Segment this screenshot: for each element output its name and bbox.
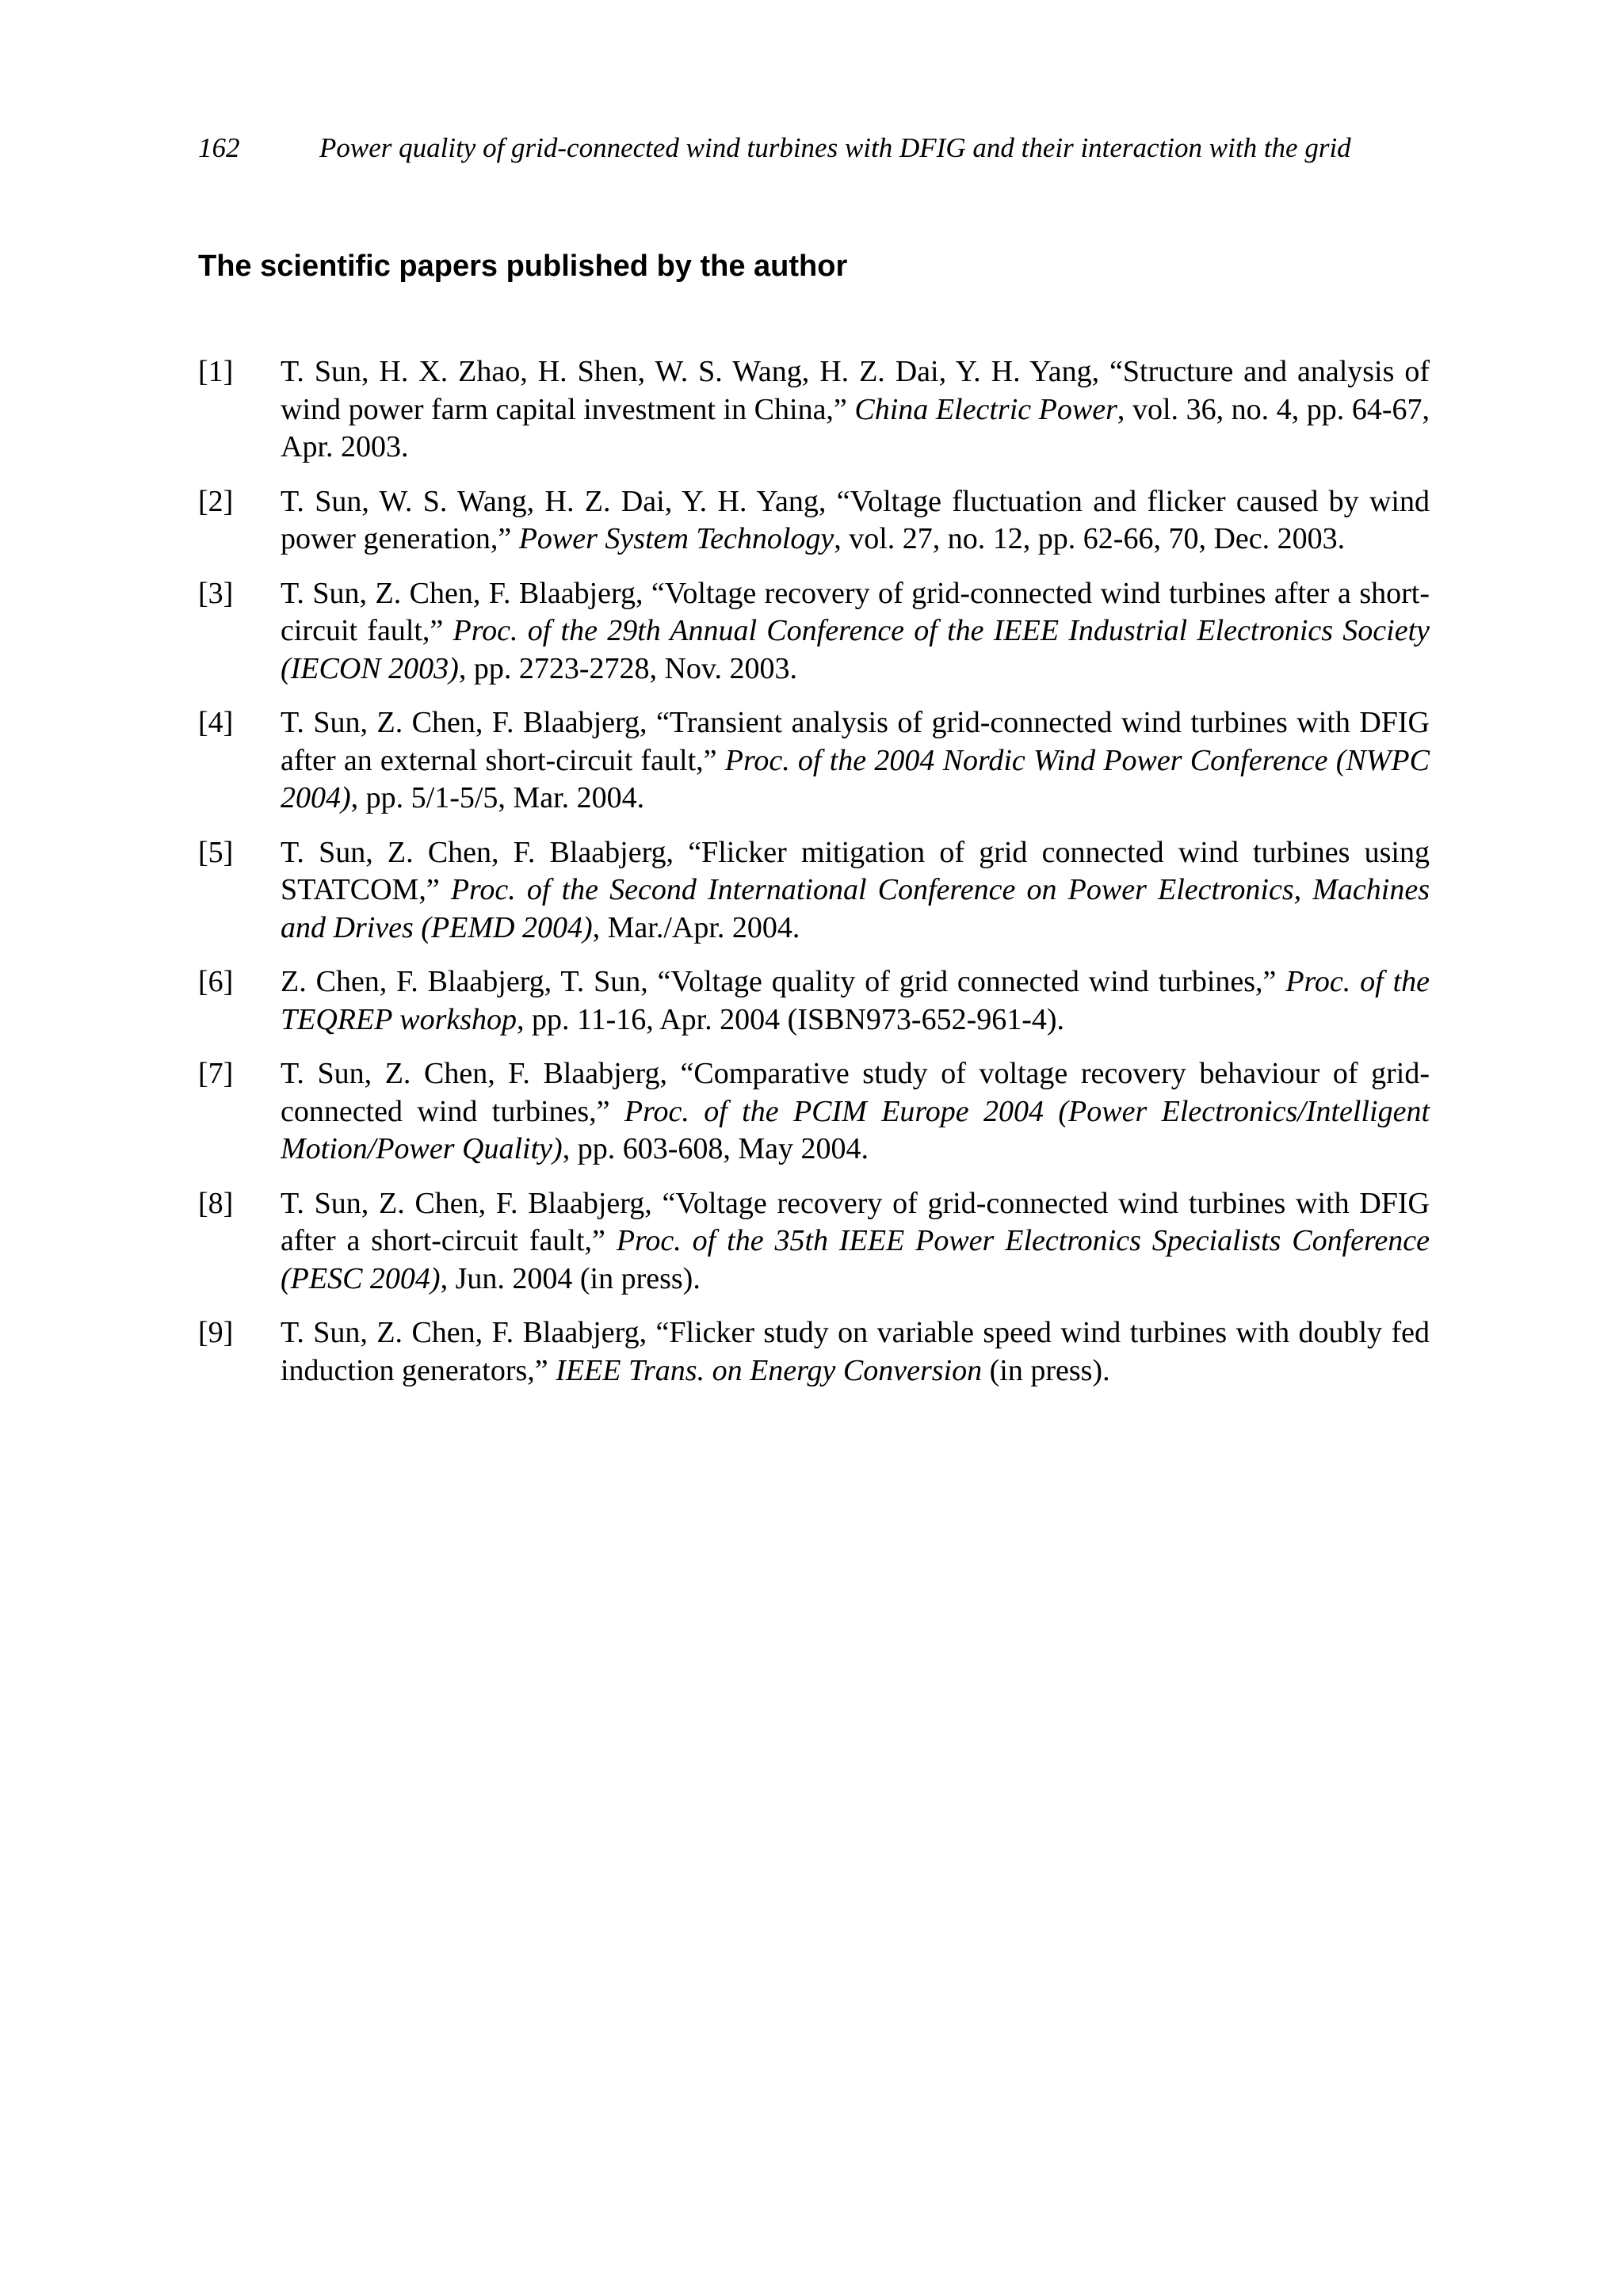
reference-venue: Proc. of the 29th Annual Conference of the IEEE Industrial Electronics Society (IECON 2003) [281, 614, 1430, 685]
reference-venue: Proc. of the PCIM Europe 2004 (Power Electronics/Intelligent Motion/Power Quality) [281, 1094, 1430, 1165]
page-number: 162 [198, 132, 240, 163]
reference-item [198, 834, 1430, 948]
reference-venue: China Electric Power [854, 392, 1117, 426]
reference-details: , vol. 27, no. 12, pp. 62-66, 70, Dec. 2003. [834, 522, 1346, 555]
reference-authors-title: T. Sun, Z. Chen, F. Blaabjerg, “Flicker study on variable speed wind turbines with doubly fed induction generators,” [281, 1316, 1430, 1387]
reference-item [198, 483, 1430, 559]
reference-text [281, 834, 1430, 948]
reference-number: [3] [198, 576, 234, 610]
reference-number: [1] [198, 355, 234, 388]
running-title: Power quality of grid-connected wind turbines with DFIG and their interaction with the grid [319, 132, 1351, 163]
reference-number: [9] [198, 1316, 234, 1349]
reference-details: , Jun. 2004 (in press). [440, 1261, 701, 1295]
reference-text [281, 704, 1430, 818]
reference-authors-title: T. Sun, W. S. Wang, H. Z. Dai, Y. H. Yang, “Voltage fluctuation and flicker caused by wind power generation,” [281, 484, 1430, 555]
reference-item [198, 704, 1430, 818]
reference-item [198, 353, 1430, 467]
reference-item [198, 1055, 1430, 1169]
reference-item [198, 1314, 1430, 1390]
reference-list [198, 353, 1430, 1406]
reference-details: , pp. 603-608, May 2004. [562, 1132, 869, 1165]
reference-venue: Proc. of the 35th IEEE Power Electronics Specialists Conference (PESC 2004) [281, 1224, 1430, 1295]
reference-venue: IEEE Trans. on Energy Conversion [556, 1353, 983, 1387]
reference-text [281, 1314, 1430, 1390]
reference-authors-title: T. Sun, Z. Chen, F. Blaabjerg, “Flicker mitigation of grid connected wind turbines using STATCOM,” [281, 835, 1430, 906]
reference-authors-title: T. Sun, Z. Chen, F. Blaabjerg, “Transient analysis of grid-connected wind turbines with DFIG after an external short-circuit fault,” [281, 706, 1430, 777]
reference-authors-title: T. Sun, Z. Chen, F. Blaabjerg, “Comparative study of voltage recovery behaviour of grid-connected wind turbines,” [281, 1057, 1430, 1128]
reference-text [281, 1185, 1430, 1299]
reference-authors-title: T. Sun, H. X. Zhao, H. Shen, W. S. Wang, H. Z. Dai, Y. H. Yang, “Structure and analysis of wind power farm capital investment in China,” [281, 355, 1430, 426]
reference-details: , Mar./Apr. 2004. [592, 910, 800, 944]
reference-authors-title: T. Sun, Z. Chen, F. Blaabjerg, “Voltage recovery of grid-connected wind turbines after a short-circuit fault,” [281, 576, 1430, 647]
reference-text [281, 1055, 1430, 1169]
reference-venue: Proc. of the Second International Conference on Power Electronics, Machines and Drives (PEMD 2004) [281, 873, 1430, 944]
reference-venue: Proc. of the TEQREP workshop [281, 965, 1430, 1036]
reference-details: (in press). [982, 1353, 1110, 1387]
reference-venue: Power System Technology [518, 522, 834, 555]
reference-details: , pp. 5/1-5/5, Mar. 2004. [350, 781, 645, 814]
reference-venue: Proc. of the 2004 Nordic Wind Power Conference (NWPC 2004) [281, 743, 1430, 814]
reference-number: [6] [198, 965, 234, 998]
reference-details: , pp. 2723-2728, Nov. 2003. [458, 651, 797, 685]
reference-number: [7] [198, 1057, 234, 1090]
reference-details: , pp. 11-16, Apr. 2004 (ISBN973-652-961-4). [517, 1002, 1065, 1036]
reference-text [281, 575, 1430, 688]
reference-details: , vol. 36, no. 4, pp. 64-67, Apr. 2003. [281, 392, 1430, 463]
reference-text [281, 483, 1430, 559]
reference-authors-title: T. Sun, Z. Chen, F. Blaabjerg, “Voltage recovery of grid-connected wind turbines with DFIG after a short-circuit fault,” [281, 1186, 1430, 1257]
reference-item [198, 1185, 1430, 1299]
reference-item [198, 963, 1430, 1039]
reference-number: [5] [198, 835, 234, 869]
reference-authors-title: Z. Chen, F. Blaabjerg, T. Sun, “Voltage quality of grid connected wind turbines,” [281, 965, 1286, 998]
reference-number: [8] [198, 1186, 234, 1220]
section-heading: The scientific papers published by the author [198, 250, 848, 283]
reference-text [281, 353, 1430, 467]
reference-number: [4] [198, 706, 234, 739]
reference-number: [2] [198, 484, 234, 518]
reference-item [198, 575, 1430, 688]
reference-text [281, 963, 1430, 1039]
